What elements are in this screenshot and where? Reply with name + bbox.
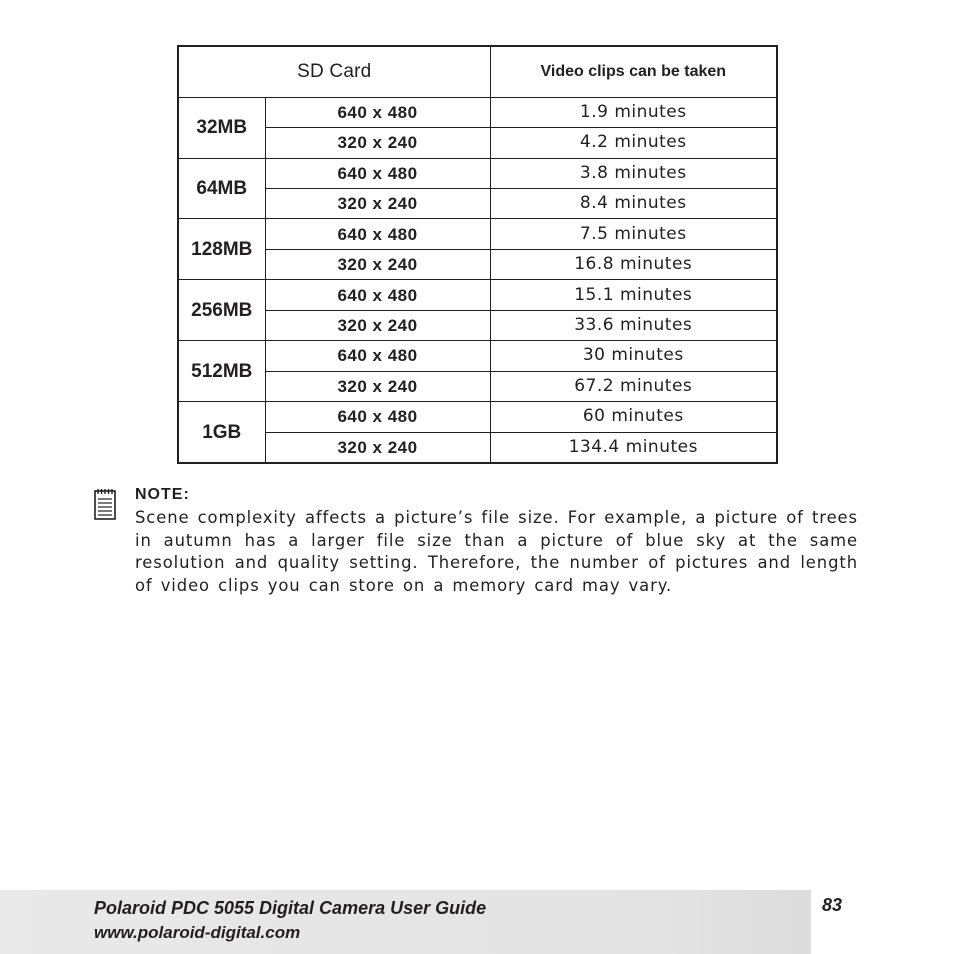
- minutes-cell: 30 minutes: [490, 341, 777, 371]
- table-row: [178, 402, 777, 432]
- minutes-cell: 15.1 minutes: [490, 280, 777, 310]
- table-row: [178, 341, 777, 371]
- table-row: [178, 310, 777, 340]
- minutes-cell: 134.4 minutes: [490, 432, 777, 463]
- footer-guide-title: Polaroid PDC 5055 Digital Camera User Guide: [94, 898, 487, 918]
- minutes-cell: 1.9 minutes: [490, 97, 777, 127]
- minutes-cell: 4.2 minutes: [490, 128, 777, 158]
- page-number: 83: [822, 895, 843, 915]
- resolution-cell: 640 x 480: [265, 402, 490, 432]
- capacity-cell: 1GB: [178, 402, 265, 463]
- resolution-cell: 640 x 480: [265, 341, 490, 371]
- resolution-cell: 640 x 480: [265, 97, 490, 127]
- resolution-cell: 320 x 240: [265, 310, 490, 340]
- minutes-cell: 7.5 minutes: [490, 219, 777, 249]
- capacity-cell: 64MB: [178, 158, 265, 219]
- minutes-cell: 67.2 minutes: [490, 371, 777, 401]
- table-row: [178, 219, 777, 249]
- note-body: Scene complexity affects a picture’s file size. For example, a picture of trees in autumn has a larger file size than a picture of blue sky at the same resolution and quality setting. Therefore, the number of pictures and length of video clips you can store on a memory card may vary.: [135, 508, 858, 595]
- resolution-cell: 320 x 240: [265, 432, 490, 463]
- resolution-cell: 320 x 240: [265, 128, 490, 158]
- resolution-cell: 320 x 240: [265, 371, 490, 401]
- resolution-cell: 320 x 240: [265, 189, 490, 219]
- table-row: [178, 249, 777, 279]
- capacity-cell: 32MB: [178, 97, 265, 158]
- header-video-clips: Video clips can be taken: [490, 46, 777, 97]
- footer-website-url: www.polaroid-digital.com: [94, 923, 301, 942]
- resolution-cell: 640 x 480: [265, 280, 490, 310]
- capacity-cell: 512MB: [178, 341, 265, 402]
- table-row: [178, 128, 777, 158]
- note-pad-icon: [94, 488, 116, 520]
- capacity-cell: 256MB: [178, 280, 265, 341]
- capacity-cell: 128MB: [178, 219, 265, 280]
- sd-card-video-table: [177, 45, 778, 464]
- table-row: [178, 97, 777, 127]
- resolution-cell: 640 x 480: [265, 219, 490, 249]
- minutes-cell: 3.8 minutes: [490, 158, 777, 188]
- header-sd-card: SD Card: [178, 46, 490, 97]
- resolution-cell: 320 x 240: [265, 249, 490, 279]
- minutes-cell: 33.6 minutes: [490, 310, 777, 340]
- table-row: [178, 432, 777, 463]
- minutes-cell: 60 minutes: [490, 402, 777, 432]
- table-row: [178, 158, 777, 188]
- table-row: [178, 280, 777, 310]
- note-title: NOTE:: [135, 486, 190, 503]
- table-header-row: [178, 46, 777, 97]
- table-row: [178, 371, 777, 401]
- table-row: [178, 189, 777, 219]
- minutes-cell: 16.8 minutes: [490, 249, 777, 279]
- resolution-cell: 640 x 480: [265, 158, 490, 188]
- minutes-cell: 8.4 minutes: [490, 189, 777, 219]
